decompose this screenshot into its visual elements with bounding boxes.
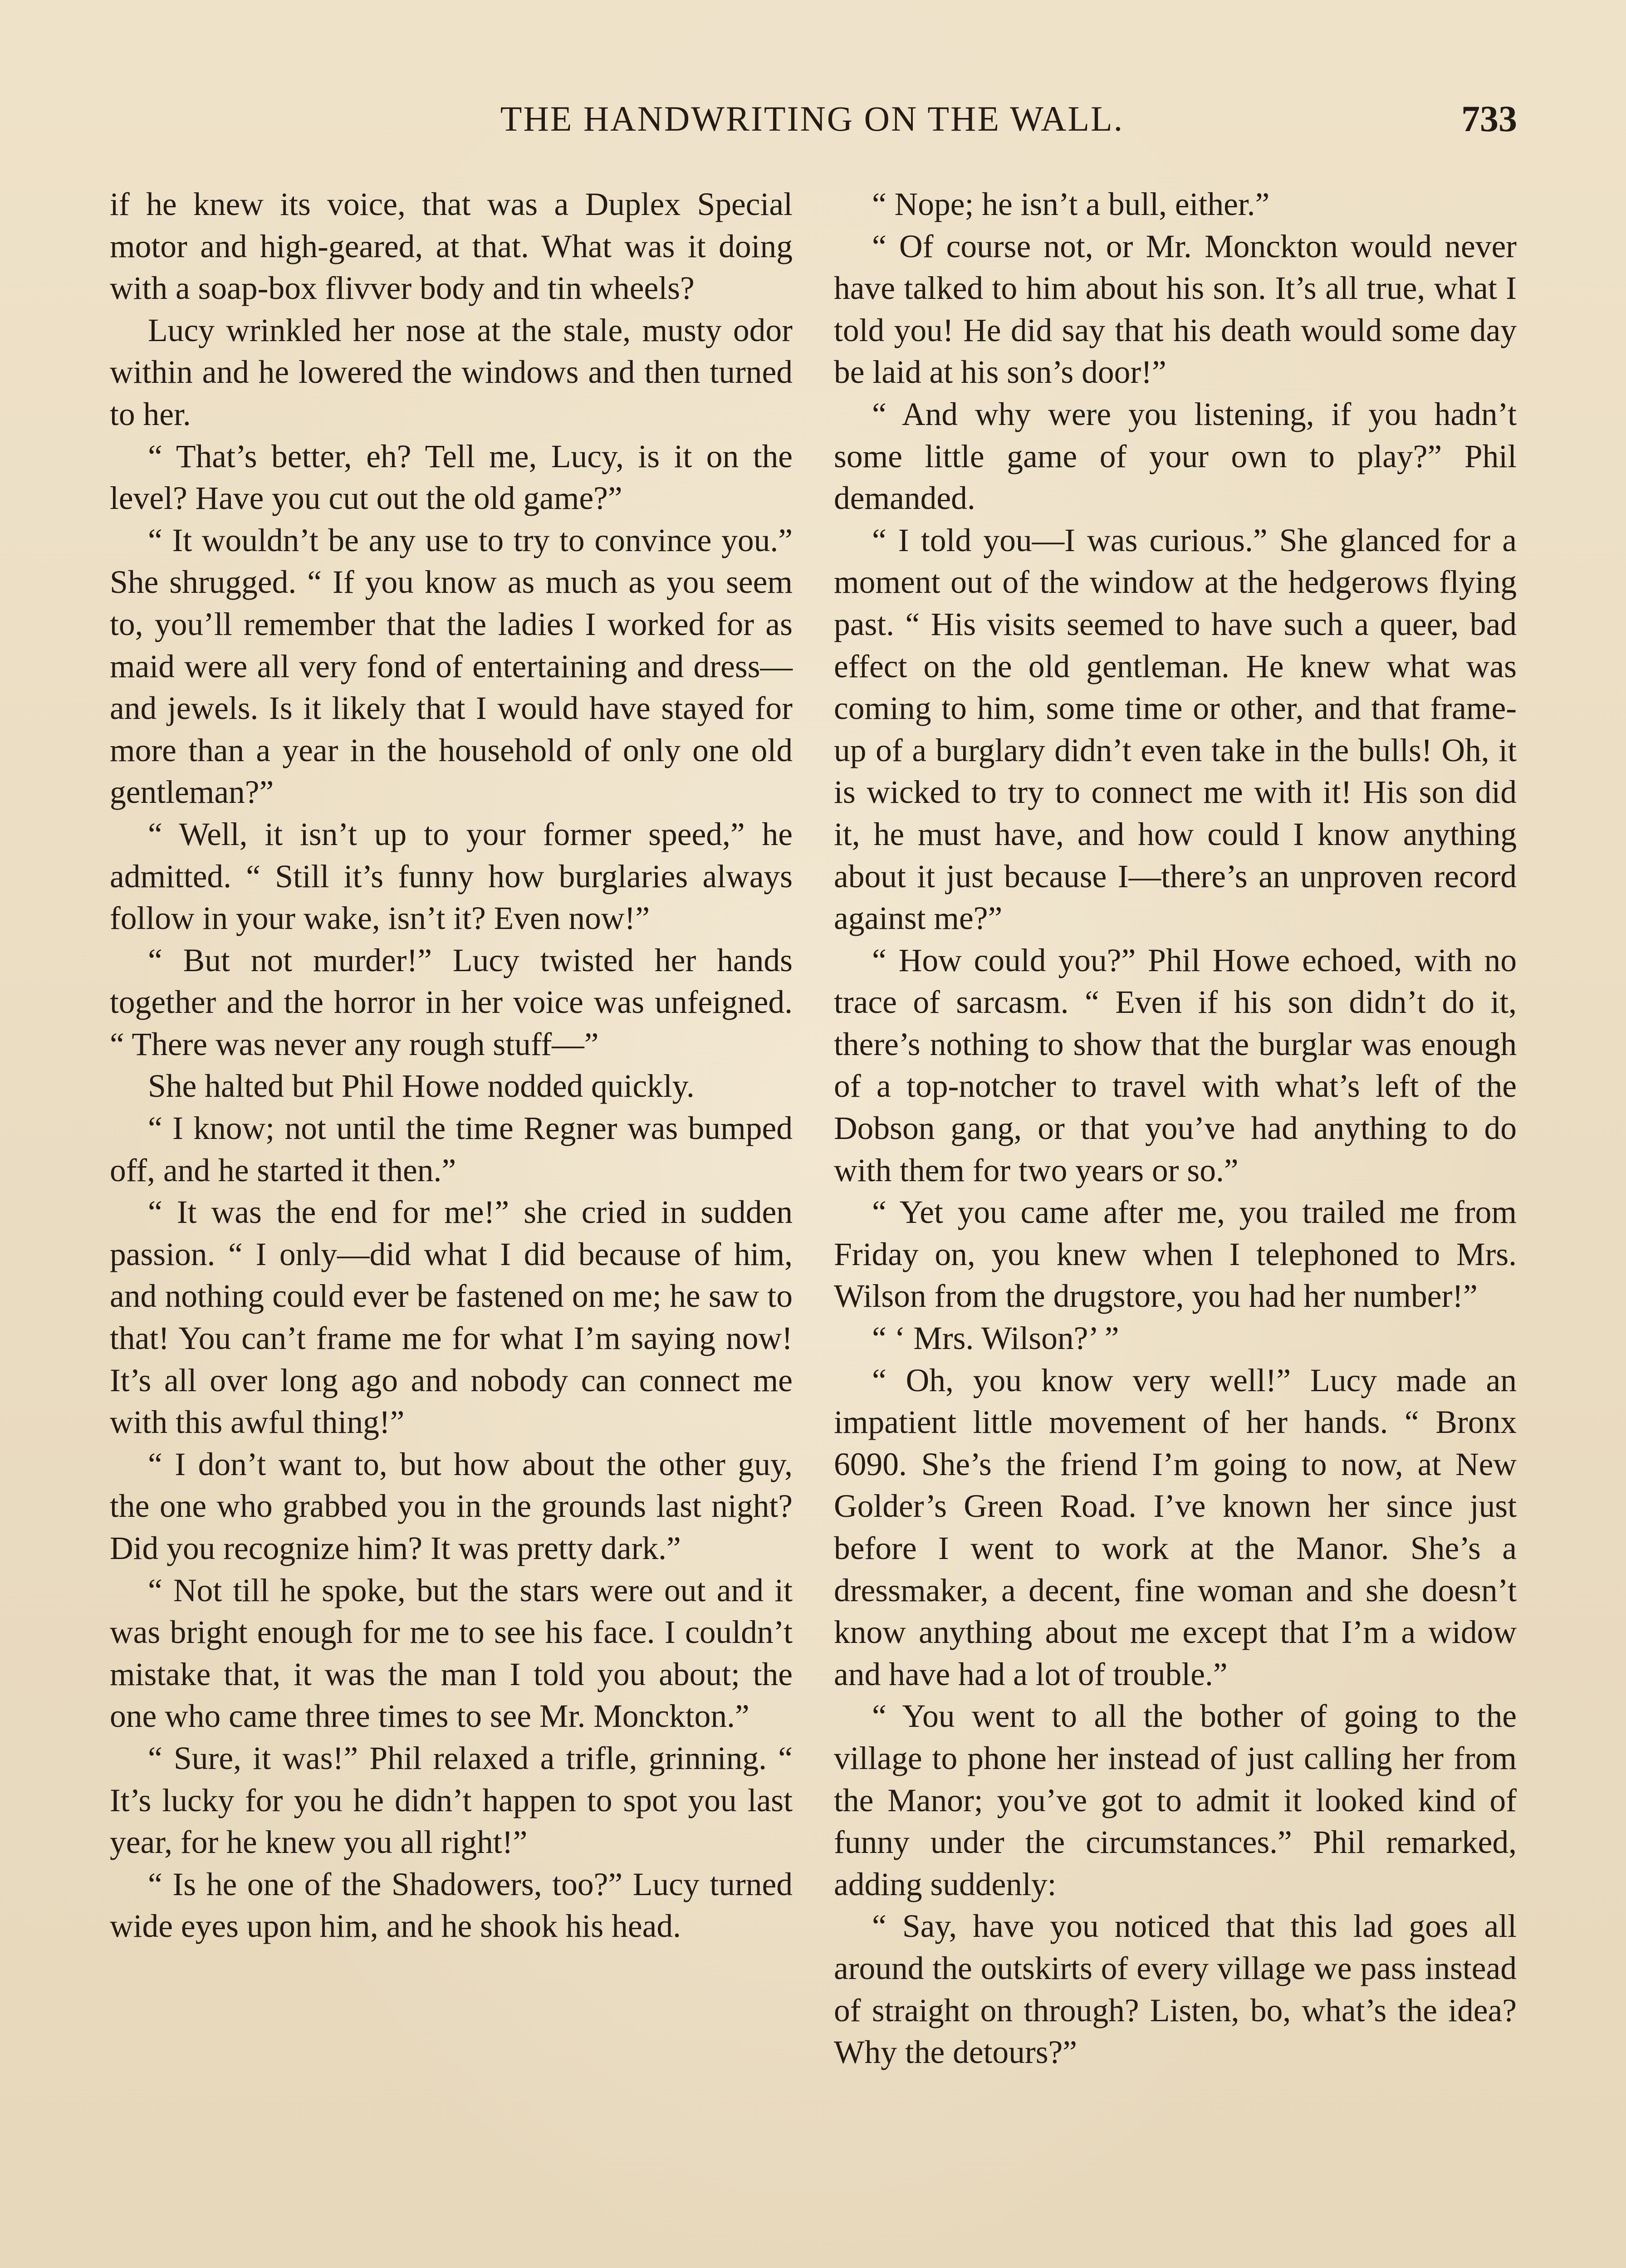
paragraph: “ Say, have you noticed that this lad goes all around the outskirts of every village we pass instead of straight on through? Listen, bo, what’s the idea? Why the detours?” <box>834 1908 1517 2071</box>
paragraph: “ How could you?” Phil Howe echoed, with no trace of sarcasm. “ Even if his son didn’t do it, there’s nothing to show that the burglar was enough of a top-notcher to travel with what’s left of the Dobson gang, or that you’ve had anything to do with them for two years or so.” <box>834 942 1517 1188</box>
paragraph: “ I don’t want to, but how about the other guy, the one who grabbed you in the grounds last night? Did you recognize him? It was pretty dark.” <box>110 1446 793 1566</box>
running-title: THE HANDWRITING ON THE WALL. <box>500 99 1124 138</box>
paragraph: “ Yet you came after me, you trailed me from Friday on, you knew when I telephoned to Mrs. Wilson from the drugstore, you had her number!” <box>834 1194 1517 1315</box>
paragraph: “ But not murder!” Lucy twisted her hands together and the horror in her voice was unfeigned. “ There was never any rough stuff—” <box>110 942 793 1062</box>
paragraph: “ Well, it isn’t up to your former speed,” he admitted. “ Still it’s funny how burglaries always follow in your wake, isn’t it? Even now!” <box>110 816 793 937</box>
paragraph: “ And why were you listening, if you hadn’t some little game of your own to play?” Phil demanded. <box>834 396 1517 517</box>
paragraph: “ It wouldn’t be any use to try to convince you.” She shrugged. “ If you know as much as you seem to, you’ll remember that the ladies I worked for as maid were all very fond of entertaining and dress—and jewels. Is it likely that I would have stayed for more than a year in the household of only one old gentleman?” <box>110 522 793 811</box>
paragraph: “ Is he one of the Shadowers, too?” Lucy turned wide eyes upon him, and he shook his head. <box>110 1866 793 1945</box>
paragraph: “ Not till he spoke, but the stars were out and it was bright enough for me to see his face. I couldn’t mistake that, it was the man I told you about; the one who came three times to see Mr. Monckton.” <box>110 1572 793 1735</box>
paragraph: “ Sure, it was!” Phil relaxed a trifle, grinning. “ It’s lucky for you he didn’t happen to spot you last year, for he knew you all right!” <box>110 1740 793 1861</box>
paragraph: if he knew its voice, that was a Duplex Special motor and high-geared, at that. What was it doing with a soap-box flivver body and tin wheels? <box>110 186 793 307</box>
paragraph: Lucy wrinkled her nose at the stale, musty odor within and he lowered the windows and then turned to her. <box>110 312 793 432</box>
paragraph: “ Oh, you know very well!” Lucy made an impatient little movement of her hands. “ Bronx 6090. She’s the friend I’m going to now, at New Golder’s Green Road. I’ve known her since just before I went to work at the Manor. She’s a dressmaker, a decent, fine woman and she doesn’t know anything about me except that I’m a widow and have had a lot of trouble.” <box>834 1362 1517 1692</box>
paragraph: “ That’s better, eh? Tell me, Lucy, is it on the level? Have you cut out the old game?” <box>110 438 793 517</box>
left-column <box>110 184 793 1948</box>
paragraph: “ Nope; he isn’t a bull, either.” <box>872 186 1270 222</box>
paragraph: “ It was the end for me!” she cried in sudden passion. “ I only—did what I did because of him, and nothing could ever be fastened on me; he saw to that! You can’t frame me for what I’m saying now! It’s all over long ago and nobody can connect me with this awful thing!” <box>110 1194 793 1441</box>
paragraph: “ I told you—I was curious.” She glanced for a moment out of the window at the hedgerows flying past. “ His visits seemed to have such a queer, bad effect on the old gentleman. He knew what was coming to him, some time or other, and that frame-up of a burglary didn’t even take in the bulls! Oh, it is wicked to try to connect me with it! His son did it, he must have, and how could I know anything about it just because I—there’s an unproven record against me?” <box>834 522 1517 937</box>
paragraph: “ Of course not, or Mr. Monckton would never have talked to him about his son. It’s all true, what I told you! He did say that his death would some day be laid at his son’s door!” <box>834 228 1517 391</box>
paragraph: “ You went to all the bother of going to the village to phone her instead of just calling her from the Manor; you’ve got to admit it looked kind of funny under the circumstances.” Phil remarked, adding suddenly: <box>834 1698 1517 1902</box>
paragraph: She halted but Phil Howe nodded quickly. <box>148 1068 695 1105</box>
paragraph: “ I know; not until the time Regner was bumped off, and he started it then.” <box>110 1110 793 1188</box>
paragraph: “ ‘ Mrs. Wilson?’ ” <box>872 1320 1119 1357</box>
right-column <box>834 184 1517 2074</box>
page-number: 733 <box>1461 98 1517 139</box>
